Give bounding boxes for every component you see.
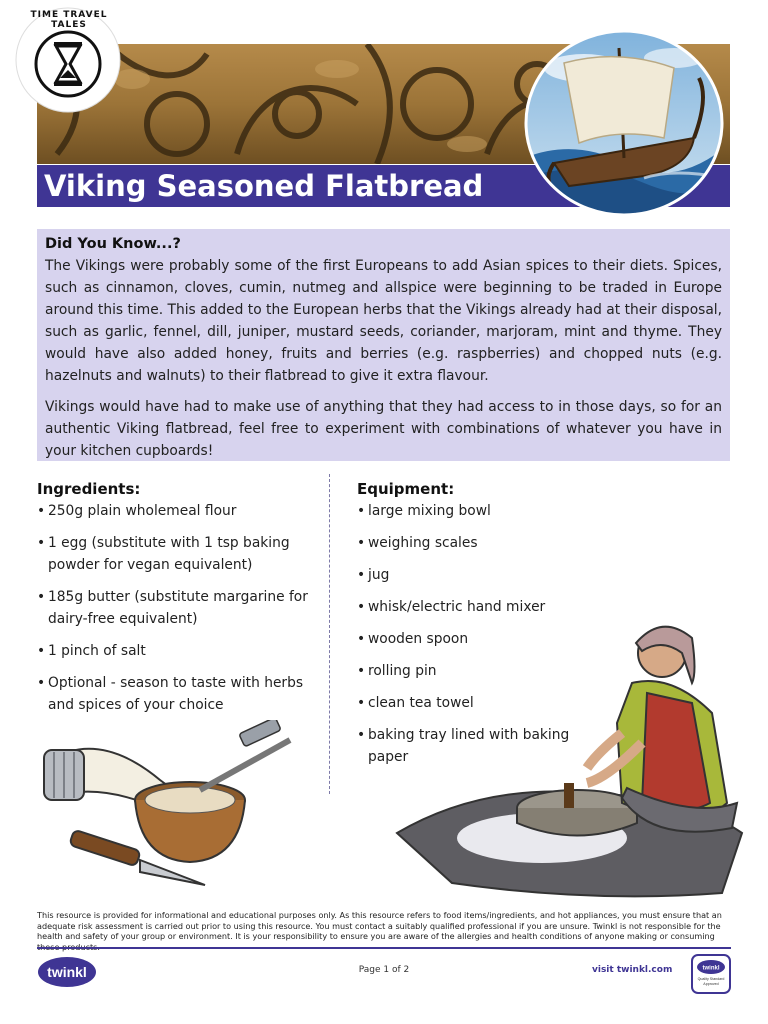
ingredients-section	[37, 478, 317, 726]
list-item: • 250g plain wholemeal flour	[37, 500, 317, 522]
column-divider	[329, 474, 330, 794]
list-item: • Optional - season to taste with herbs and spices of your choice	[37, 672, 317, 716]
page-number: Page 1 of 2	[358, 965, 410, 975]
twinkl-logo-text: twinkl	[47, 964, 87, 980]
equipment-title: Equipment:	[357, 480, 455, 498]
list-item: • rolling pin	[357, 660, 597, 682]
did-you-know-paragraph-2: Vikings would have had to make use of anything that they had access to in those days, so for an authentic Viking flatbread, feel free to experiment with combinations of whatever you have in your kitchen cupboards!	[45, 399, 722, 459]
list-item: • large mixing bowl	[357, 500, 597, 522]
svg-text:Approved: Approved	[703, 982, 719, 986]
viking-woman-quern-illustration	[392, 603, 744, 903]
ingredients-title: Ingredients:	[37, 480, 141, 498]
list-item: • weighing scales	[357, 532, 597, 554]
footer-divider	[37, 947, 731, 949]
horn-bowl-knife-illustration	[40, 720, 310, 900]
quality-standard-badge	[690, 953, 732, 995]
list-item: • 185g butter (substitute margarine for dairy-free equivalent)	[37, 586, 317, 630]
ingredients-list	[37, 500, 317, 716]
viking-ship-image	[524, 28, 724, 218]
did-you-know-box	[37, 229, 730, 461]
twinkl-logo[interactable]	[37, 956, 97, 988]
visit-twinkl-link[interactable]: visit twinkl.com	[592, 965, 673, 975]
list-item: • clean tea towel	[357, 692, 597, 714]
disclaimer-text: This resource is provided for informational and educational purposes only. As this resource refers to food items/ingredients, and hot appliances, you must ensure that an adequate risk assessment is carried out prior to using this resource. You must contact a suitably qualified professional if you are unsure. Twinkl is not responsible for the health and safety of your group or environment. It is your responsibility to ensure you are aware of the allergies and health conditions of anyone making or consuming	[37, 910, 722, 942]
badge-text: TIME TRAVEL TALES	[30, 10, 108, 30]
svg-text:twinkl: twinkl	[702, 965, 720, 972]
did-you-know-paragraph-1: The Vikings were probably some of the first Europeans to add Asian spices to their diets. Spices, such as cinnamon, cloves, cumin, nutmeg and allspice were beginning to be traded in Europe around this time. This added to the European herbs that the Vikings already had at their disposal, such as garlic, fennel, dill, juniper, mustard seeds, coriander, marjoram, mint and thyme. They would have also added honey, fruits and berries (e.g. raspberries) and chopped nuts (e.g. hazelnuts and walnuts) to their flatbread to give it extra flavour.	[45, 258, 722, 384]
did-you-know-heading: Did You Know...?	[45, 236, 181, 252]
list-item: • 1 pinch of salt	[37, 640, 317, 662]
list-item: • whisk/electric hand mixer	[357, 596, 597, 618]
list-item: • 1 egg (substitute with 1 tsp baking powder for vegan equivalent)	[37, 532, 317, 576]
list-item: • jug	[357, 564, 597, 586]
svg-text:Quality Standard: Quality Standard	[697, 977, 725, 981]
page-title: Viking Seasoned Flatbread	[44, 169, 484, 203]
list-item: • baking tray lined with baking paper	[357, 724, 597, 768]
list-item: • wooden spoon	[357, 628, 597, 650]
